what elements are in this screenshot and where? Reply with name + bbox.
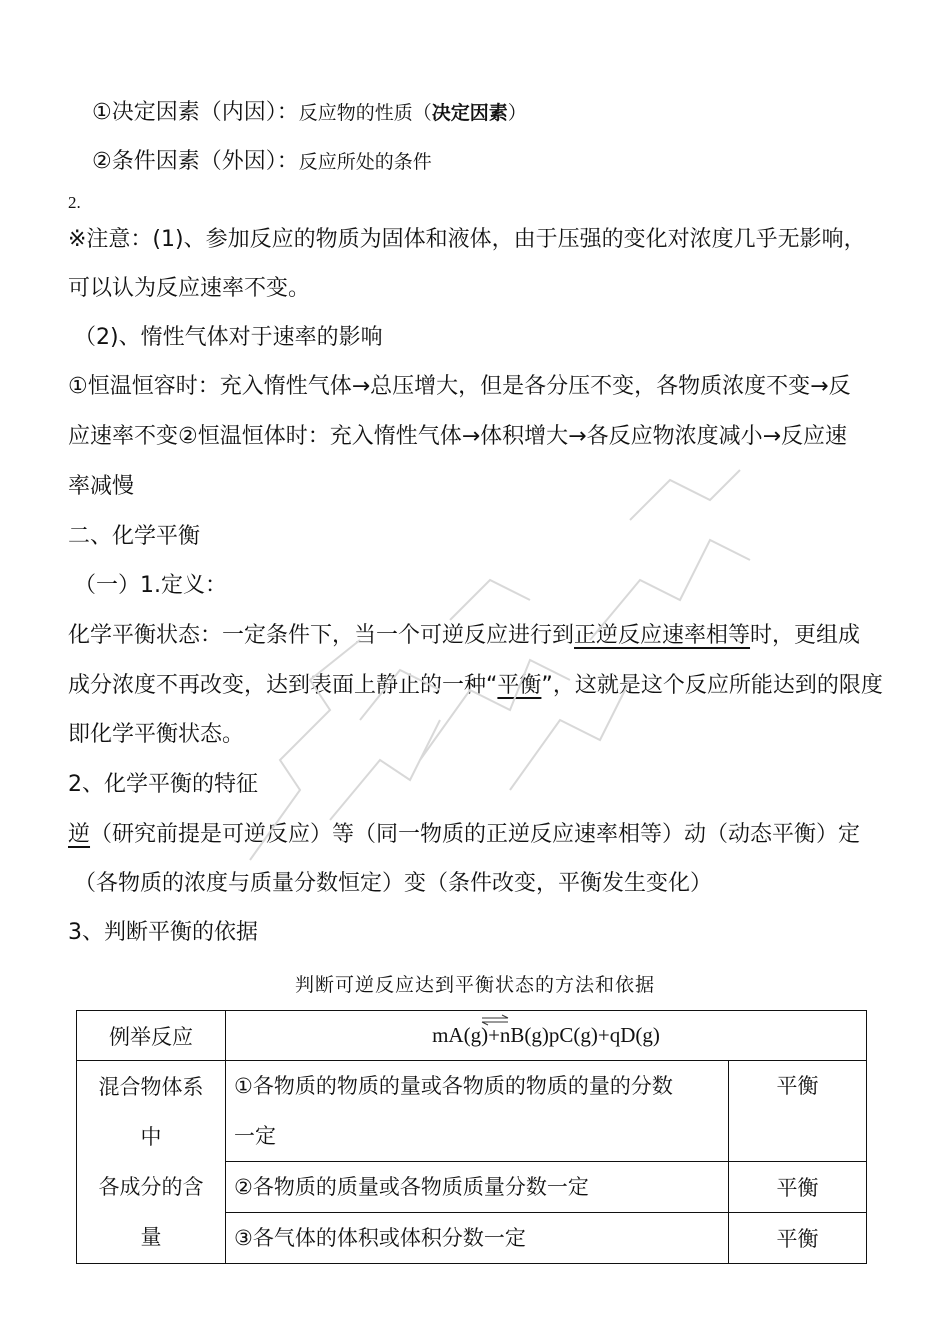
line-external-factor	[92, 149, 432, 175]
internal-factor-end: ）	[507, 102, 527, 124]
definition-line-3: 即化学平衡状态。	[68, 722, 245, 747]
equilibrium-criteria-table	[76, 1010, 867, 1264]
internal-factor-emphasis: 决定因素	[431, 102, 508, 124]
condition-cell	[226, 1061, 729, 1162]
table-caption: 判断可逆反应达到平衡状态的方法和依据	[294, 974, 655, 996]
internal-factor-label: ①决定因素（内因）：	[92, 100, 299, 125]
condition-cell	[226, 1162, 729, 1213]
group-label-cell	[77, 1061, 226, 1264]
criteria-heading: 3、判断平衡的依据	[68, 920, 258, 945]
section-heading-equilibrium: 二、化学平衡	[68, 524, 201, 549]
line-internal-factor	[92, 100, 527, 126]
header-label-cell: 例举反应	[77, 1011, 226, 1061]
external-factor-label: ②条件因素（外因）：	[92, 149, 299, 174]
external-factor-body: 反应所处的条件	[298, 151, 432, 173]
reaction-equation: mA(g)+nB(g)pC(g)+qD(g)	[432, 1023, 660, 1047]
inert-gas-heading: （2)、惰性气体对于速率的影响	[74, 325, 383, 350]
watermark-seal-icon	[210, 460, 770, 880]
condition-text: ①各物质的物质的量或各物质的物质的量的分数	[234, 1074, 673, 1098]
note-line-2: 可以认为反应速率不变。	[68, 276, 311, 301]
features-line-1	[68, 822, 860, 848]
group-label-line: 量	[140, 1225, 162, 1249]
note-line-1: ※注意：(1)、参加反应的物质为固体和液体，由于压强的变化对浓度几乎无影响，	[68, 227, 866, 252]
group-label-line: 各成分的含	[98, 1175, 204, 1199]
condition-text: ②各物质的质量或各物质质量分数一定	[234, 1175, 589, 1199]
condition-text-cont: 一定	[234, 1124, 276, 1148]
features-line-2: （各物质的浓度与质量分数恒定）变（条件改变，平衡发生变化）	[74, 871, 713, 896]
definition-text-a: 化学平衡状态：一定条件下，当一个可逆反应进行到	[68, 623, 575, 648]
definition-heading: （一）1.定义：	[74, 573, 227, 598]
definition-text-d: ”，这就是这个反应所能达到的限度	[541, 673, 883, 698]
internal-factor-body: 反应物的性质（	[298, 102, 432, 124]
condition-cell	[226, 1213, 729, 1264]
result-cell: 平衡	[729, 1061, 867, 1162]
definition-underlined-balance: 平衡	[497, 673, 542, 698]
group-label-line: 中	[140, 1125, 162, 1149]
table-header-row	[77, 1011, 867, 1061]
inert-gas-line-1: ①恒温恒容时：充入惰性气体→总压增大，但是各分压不变，各物质浓度不变→反	[68, 374, 851, 399]
definition-line-1	[68, 623, 860, 649]
table-row	[77, 1061, 867, 1162]
definition-line-2	[68, 673, 883, 699]
group-label-line: 混合物体系	[98, 1075, 204, 1099]
feature-reverse: 逆	[68, 822, 91, 847]
inert-gas-line-3: 率减慢	[68, 474, 135, 499]
features-text: （研究前提是可逆反应）等（同一物质的正逆反应速率相等）动（动态平衡）定	[90, 822, 861, 847]
result-cell: 平衡	[729, 1162, 867, 1213]
result-cell: 平衡	[729, 1213, 867, 1264]
section-number-2: 2.	[68, 193, 81, 212]
definition-text-c: 成分浓度不再改变，达到表面上静止的一种“	[68, 673, 498, 698]
reversible-arrow-icon	[480, 1014, 510, 1026]
condition-text: ③各气体的体积或体积分数一定	[234, 1226, 526, 1250]
equation-cell	[226, 1011, 867, 1061]
inert-gas-line-2: 应速率不变②恒温恒体时：充入惰性气体→体积增大→各反应物浓度减小→反应速	[68, 424, 848, 449]
definition-underlined-rate: 正逆反应速率相等	[574, 623, 751, 648]
features-heading: 2、化学平衡的特征	[68, 772, 258, 797]
definition-text-b: 时，更组成	[750, 623, 861, 648]
